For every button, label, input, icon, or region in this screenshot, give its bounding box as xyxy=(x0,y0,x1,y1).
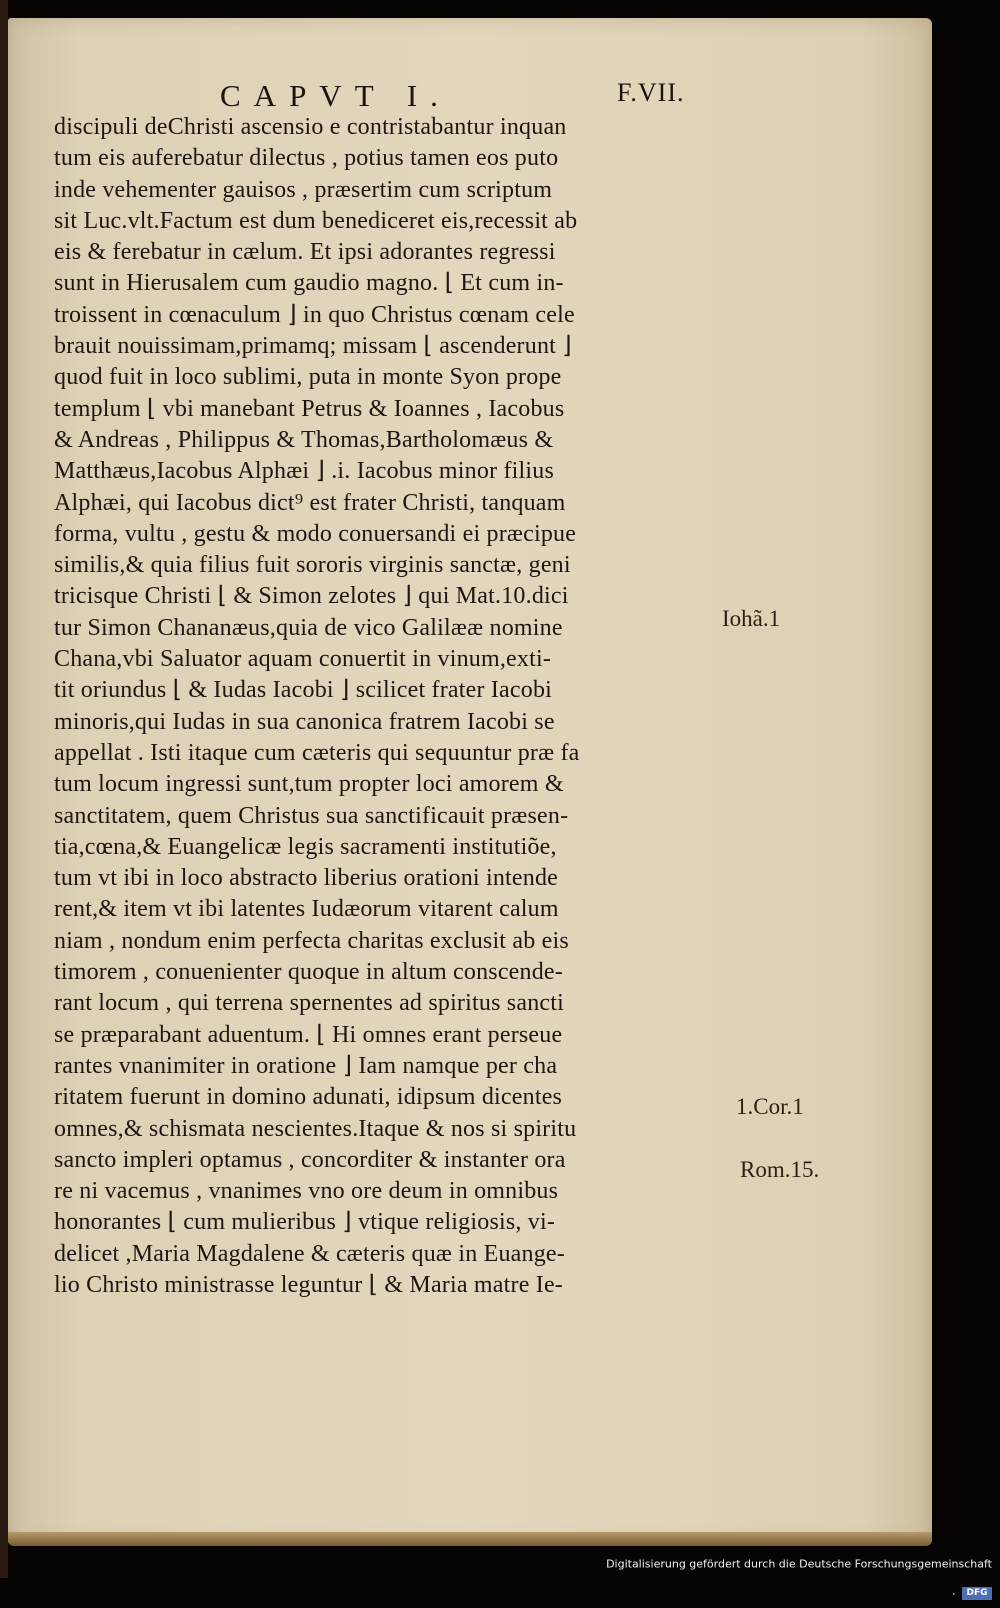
page-bottom-edge xyxy=(8,1532,932,1546)
footer-text: Digitalisierung gefördert durch die Deutsche Forschungsgemeinschaft · xyxy=(606,1557,992,1600)
margin-note: Rom.15. xyxy=(740,1157,820,1182)
text-line: quod fuit in loco sublimi, puta in monte Syon prope xyxy=(54,364,562,391)
text-line: forma, vultu , gestu & modo conuersandi ei præcipue xyxy=(54,520,577,547)
text-line: lio Christo ministrasse leguntur ⌊ & Maria matre Ie- xyxy=(54,1271,563,1298)
text-line: timorem , conuenienter quoque in altum conscende- xyxy=(54,959,563,986)
text-line: ritatem fuerunt in domino adunati, idipsum dicentes xyxy=(54,1084,563,1111)
text-line: minoris,qui Iudas in sua canonica fratrem Iacobi se xyxy=(54,708,555,735)
text-line: & Andreas , Philippus & Thomas,Bartholomæus & xyxy=(54,426,554,453)
text-line: sanctitatem, quem Christus sua sanctificauit præsen- xyxy=(54,802,569,829)
text-line: delicet ,Maria Magdalene & cæteris quæ in Euange- xyxy=(54,1240,565,1267)
text-line: tit oriundus ⌊ & Iudas Iacobi ⌋ scilicet frater Iacobi xyxy=(54,677,553,704)
text-line: se præparabant aduentum. ⌊ Hi omnes erant perseue xyxy=(54,1021,563,1048)
digitization-footer xyxy=(600,1549,1000,1600)
text-line: tur Simon Chananæus,quia de vico Galilææ nomine xyxy=(54,614,563,641)
text-line: omnes,& schismata nescientes.Itaque & nos si spiritu xyxy=(54,1115,577,1142)
main-text-block xyxy=(54,112,734,1301)
dfg-logo: DFG xyxy=(962,1587,992,1600)
text-line: honorantes ⌊ cum mulieribus ⌋ vtique religiosis, vi- xyxy=(54,1209,556,1236)
text-line: tum eis auferebatur dilectus , potius tamen eos puto xyxy=(54,145,559,172)
text-line: tricisque Christi ⌊ & Simon zelotes ⌋ qui Mat.10.dici xyxy=(54,583,569,610)
margin-note: 1.Cor.1 xyxy=(736,1094,804,1119)
text-line: sunt in Hierusalem cum gaudio magno. ⌊ Et cum in- xyxy=(54,270,564,297)
text-line: re ni vacemus , vnanimes vno ore deum in omnibus xyxy=(54,1178,559,1205)
text-line: tum vt ibi in loco abstracto liberius orationi intende xyxy=(54,865,559,892)
text-line: similis,& quia filius fuit sororis virginis sanctæ, geni xyxy=(54,552,571,579)
text-line: sit Luc.vlt.Factum est dum benediceret eis,recessit ab xyxy=(54,207,578,234)
text-line: Chana,vbi Saluator aquam conuertit in vinum,exti- xyxy=(54,646,552,673)
text-line: Alphæi, qui Iacobus dict⁹ est frater Christi, tanquam xyxy=(54,489,566,516)
text-line: discipuli deChristi ascensio e contristabantur inquan xyxy=(54,114,567,140)
text-line: eis & ferebatur in cælum. Et ipsi adorantes regressi xyxy=(54,239,556,266)
text-line: troissent in cœnaculum ⌋ in quo Christus cœnam cele xyxy=(54,301,575,328)
book-binding-edge xyxy=(0,0,8,1578)
text-line: appellat . Isti itaque cum cæteris qui sequuntur præ fa xyxy=(54,739,580,766)
text-line: brauit nouissimam,primamq; missam ⌊ ascenderunt ⌋ xyxy=(54,333,572,360)
text-line: rantes vnanimiter in oratione ⌋ Iam namque per cha xyxy=(54,1052,558,1079)
text-line: Matthæus,Iacobus Alphæi ⌋ .i. Iacobus minor filius xyxy=(54,458,554,485)
text-line: rent,& item vt ibi latentes Iudæorum vitarent calum xyxy=(54,896,559,923)
chapter-heading: CAPVT I. xyxy=(220,78,451,113)
text-line: sancto impleri optamus , concorditer & instanter ora xyxy=(54,1146,566,1173)
text-line: inde vehementer gauisos , præsertim cum scriptum xyxy=(54,176,553,203)
margin-note: Iohã.1 xyxy=(722,606,781,631)
folio-number: F.VII. xyxy=(617,78,685,107)
text-line: tum locum ingressi sunt,tum propter loci amorem & xyxy=(54,771,564,798)
text-line: templum ⌊ vbi manebant Petrus & Ioannes , Iacobus xyxy=(54,395,565,422)
text-line: tia,cœna,& Euangelicæ legis sacramenti institutiõe, xyxy=(54,833,557,860)
text-line: niam , nondum enim perfecta charitas exclusit ab eis xyxy=(54,927,569,954)
text-line: rant locum , qui terrena spernentes ad spiritus sancti xyxy=(54,990,564,1017)
